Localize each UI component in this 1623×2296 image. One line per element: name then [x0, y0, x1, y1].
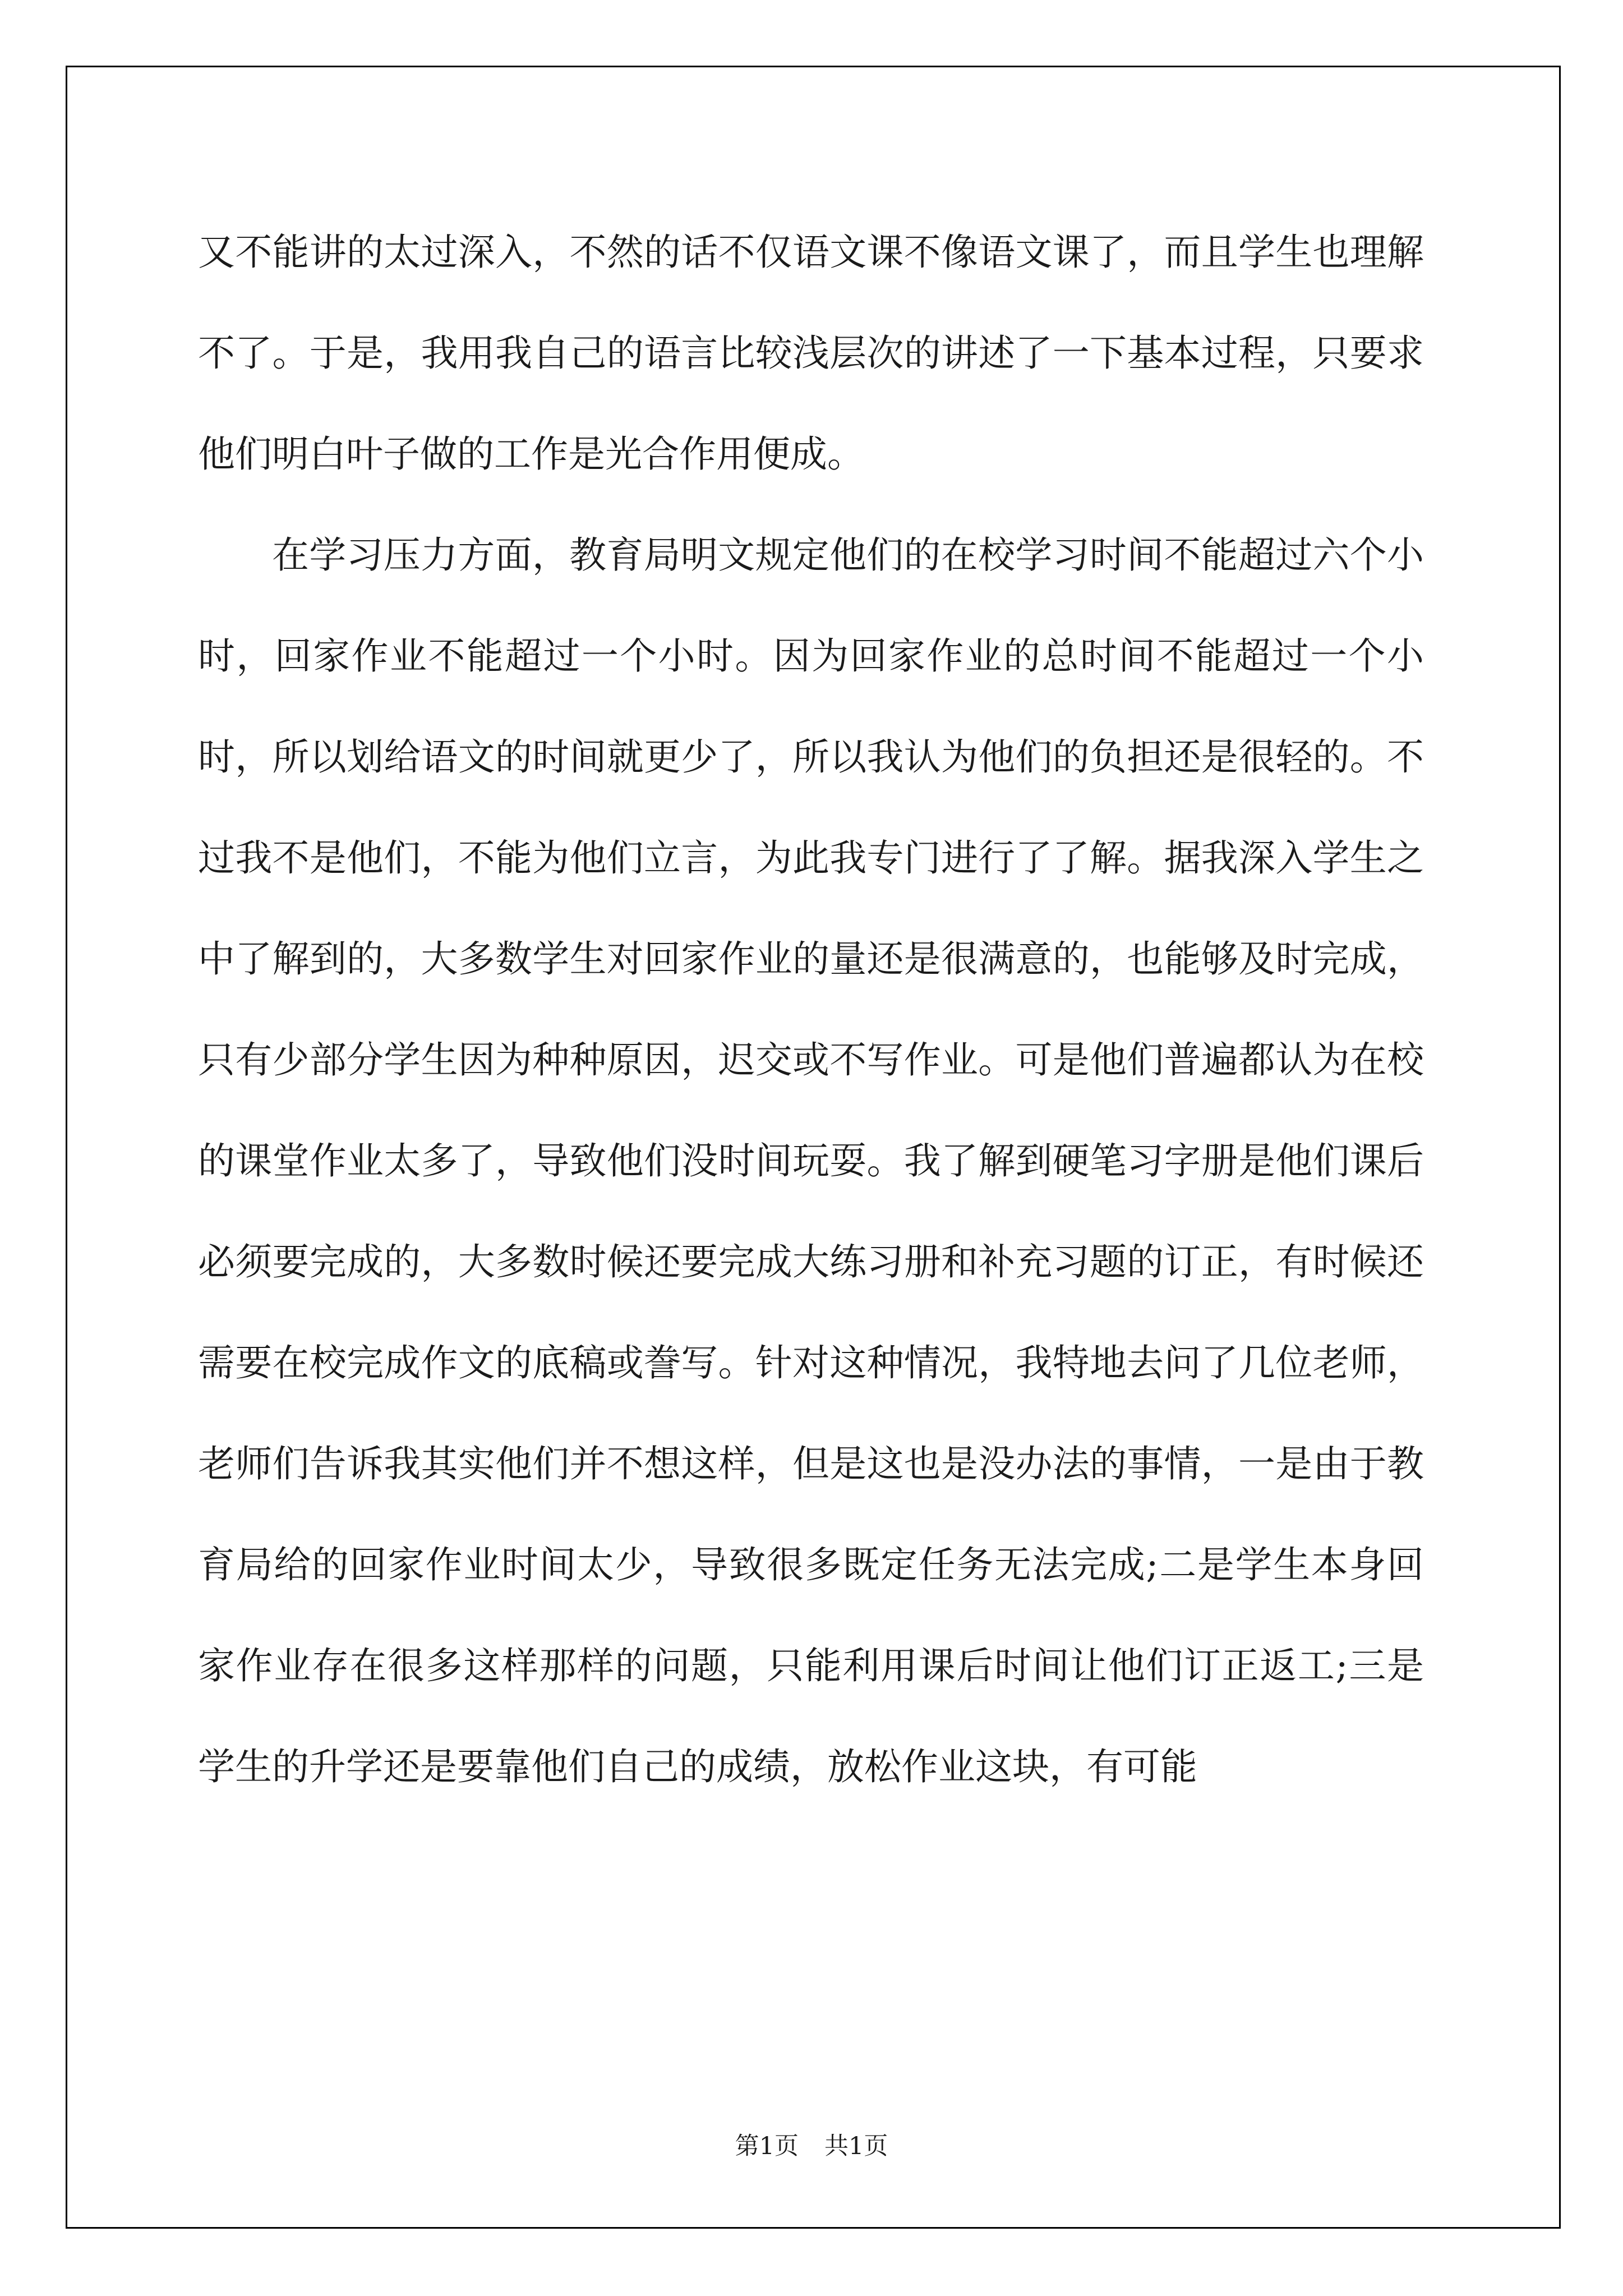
- page-number: 第1页: [735, 2132, 799, 2160]
- page-footer: [0, 2129, 1623, 2163]
- document-body: [198, 202, 1424, 1818]
- paragraph-2: 在学习压力方面，教育局明文规定他们的在校学习时间不能超过六个小时，回家作业不能超过一个小时。因为回家作业的总时间不能超过一个小时，所以划给语文的时间就更少了，所以我认为他们的负担还是很轻的。不过我不是他们，不能为他们立言，为此我专门进行了了解。据我深入学生之中了解到的，大多数学生对回家作业的量还是很满意的，也能够及时完成，只有少部分学生因为种种原因，迟交或不写作业。可是他们普遍都认为在校的课堂作业太多了，导致他们没时间玩耍。我了解到硬笔习字册是他们课后必须要完成的，大多数时候还要完成大练习册和补充习题的订正，有时候还需要在校完成作文的底稿或誊写。针对这种情况，我特地去问了几位老师，老师们告诉我其实他们并不想这样，但是这也是没办法的事情，一是由于教育局给的回家作业时间太少，导致很多既定任务无法完成;二是学生本身回家作业存在很多这样那样的问题，只能利用课后时间让他们订正返工;三是学生的升学还是要靠他们自己的成绩，放松作业这块，有可能: [198, 533, 1424, 1788]
- paragraph-1: 又不能讲的太过深入，不然的话不仅语文课不像语文课了，而且学生也理解不了。于是，我用我自己的语言比较浅层次的讲述了一下基本过程，只要求他们明白叶子做的工作是光合作用便成。: [198, 231, 1424, 476]
- page-total: 共1页: [824, 2132, 888, 2160]
